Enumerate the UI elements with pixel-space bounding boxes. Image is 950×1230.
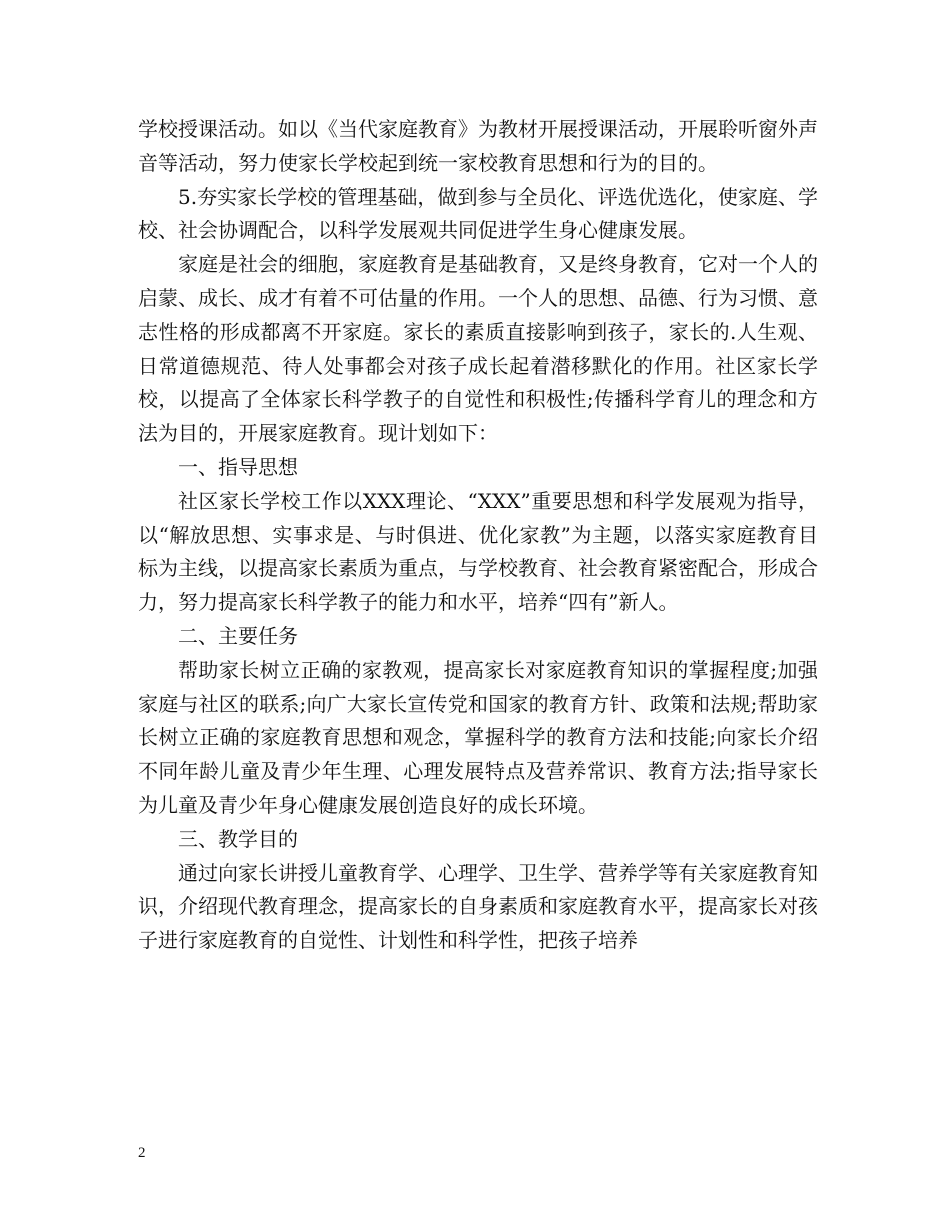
paragraph-main-tasks: 帮助家长树立正确的家教观，提高家长对家庭教育知识的掌握程度;加强家庭与社区的联系;向广大家长宣传党和国家的教育方针、政策和法规;帮助家长树立正确的家庭教育思想和观念，掌握科学的教育方法和技能;向家长介绍不同年龄儿童及青少年生理、心理发展特点及营养常识、教育方法;指导家长为儿童及青少年身心健康发展创造良好的成长环境。: [138, 657, 818, 817]
body-text: [138, 113, 818, 958]
section-heading-main-tasks: 二、主要任务: [178, 623, 298, 648]
paragraph-teaching-goals: 通过向家长讲授儿童教育学、心理学、卫生学、营养学等有关家庭教育知识，介绍现代教育理念，提高家长的自身素质和家庭教育水平，提高家长对孩子进行家庭教育的自觉性、计划性和科学性，把孩子培养: [138, 860, 818, 953]
paragraph-continuation: 学校授课活动。如以《当代家庭教育》为教材开展授课活动，开展聆听窗外声音等活动，努力使家长学校起到统一家校教育思想和行为的目的。: [138, 117, 818, 175]
paragraph-item-5: 5.夯实家长学校的管理基础，做到参与全员化、评选优选化，使家庭、学校、社会协调配合，以科学发展观共同促进学生身心健康发展。: [138, 184, 818, 243]
section-heading-guiding-ideology: 一、指导思想: [178, 454, 298, 479]
paragraph-guiding-ideology: 社区家长学校工作以XXX理论、“XXX”重要思想和科学发展观为指导，以“解放思想、实事求是、与时俱进、优化家教”为主题，以落实家庭教育目标为主线，以提高家长素质为重点，与学校教育、社会教育紧密配合，形成合力，努力提高家长科学教子的能力和水平，培养“四有”新人。: [138, 488, 818, 615]
section-heading-teaching-goals: 三、教学目的: [178, 826, 298, 851]
paragraph-intro: 家庭是社会的细胞，家庭教育是基础教育，又是终身教育，它对一个人的启蒙、成长、成才有着不可估量的作用。一个人的思想、品德、行为习惯、意志性格的形成都离不开家庭。家长的素质直接影响到孩子，家长的.人生观、日常道德规范、待人处事都会对孩子成长起着潜移默化的作用。社区家长学校，以提高了全体家长科学教子的自觉性和积极性;传播科学育儿的理念和方法为目的，开展家庭教育。现计划如下：: [138, 252, 818, 446]
page-number: 2: [138, 1145, 146, 1161]
